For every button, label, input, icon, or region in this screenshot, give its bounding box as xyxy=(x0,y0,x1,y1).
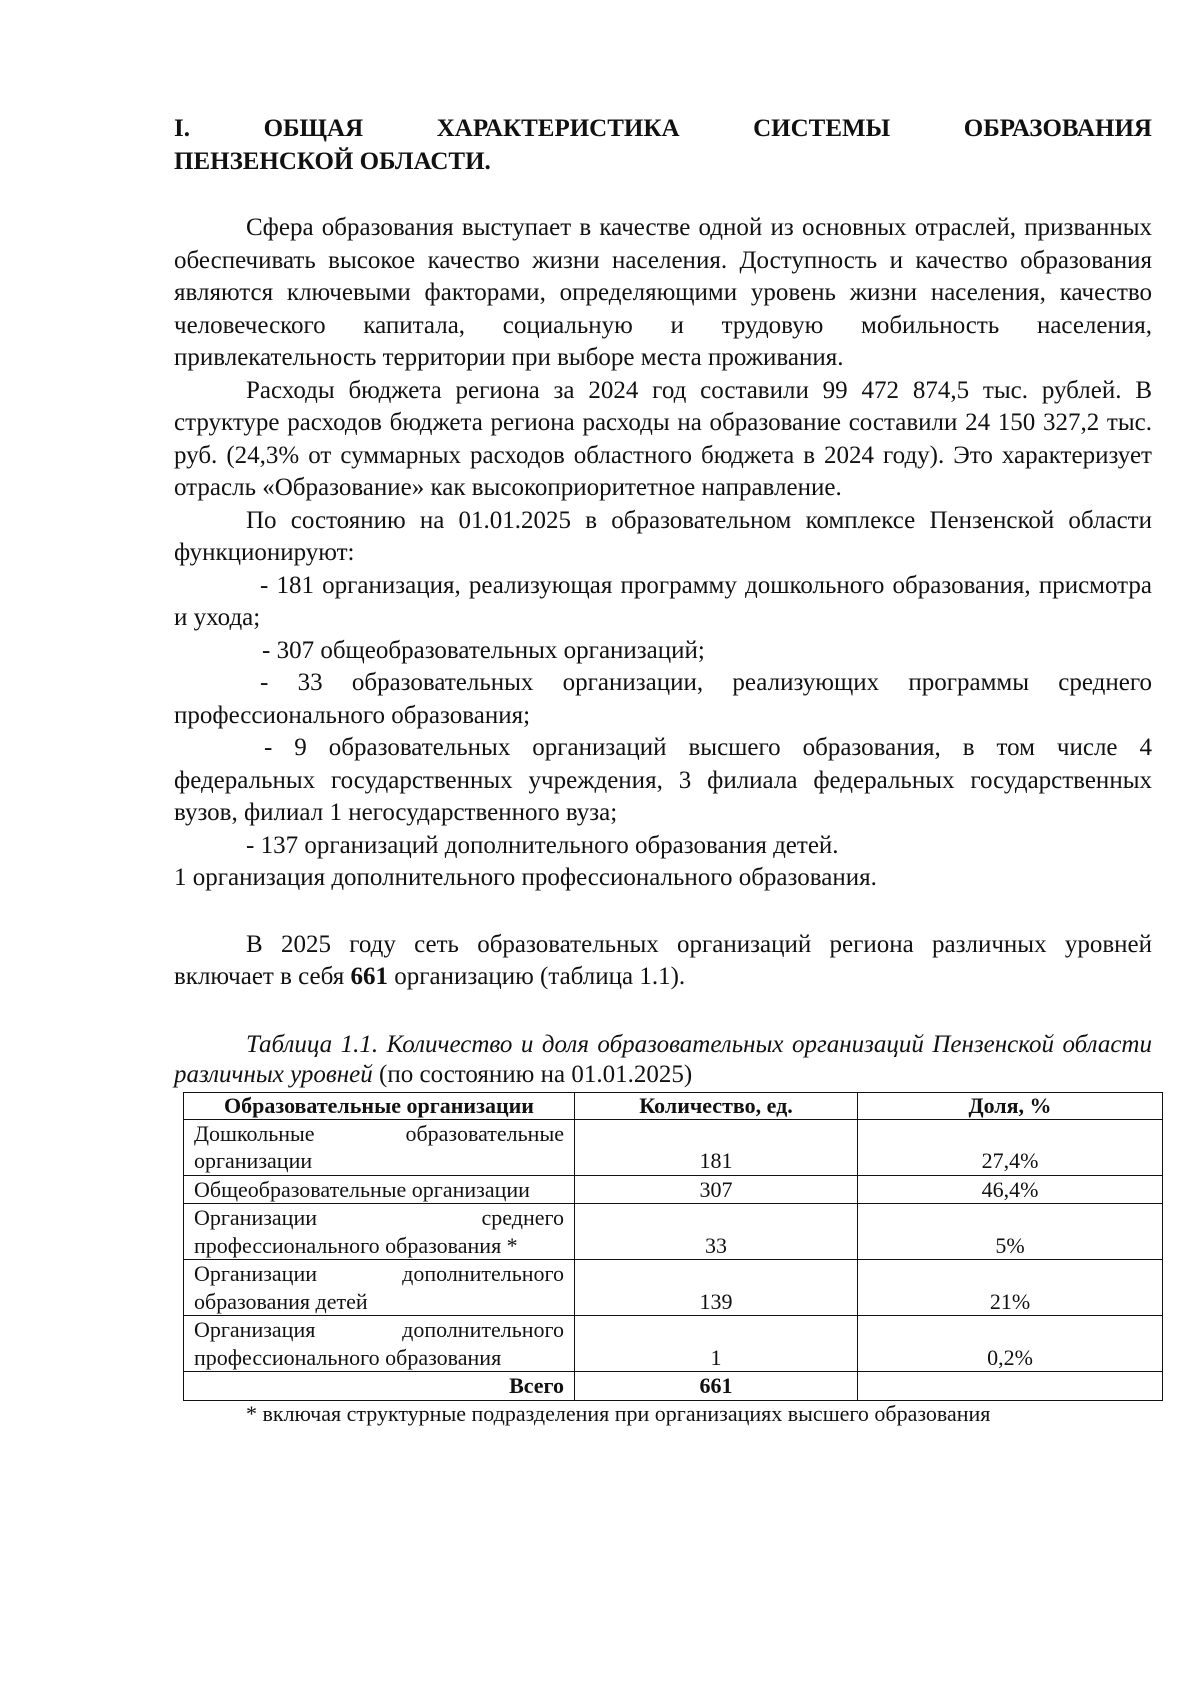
summary-total-number: 661 xyxy=(350,963,388,990)
table-caption xyxy=(174,1030,1152,1090)
row-share: 5% xyxy=(858,1204,1163,1260)
list-item-preschool: - 181 организация, реализующая программу дошкольного образования, присмотра и ухода; xyxy=(174,571,1152,631)
organizations-table xyxy=(183,1092,1163,1401)
list-item-vocational: - 33 образовательных организации, реализующих программы среднего профессионального образования; xyxy=(174,669,1152,729)
list-item-additional-professional: 1 организация дополнительного профессионального образования. xyxy=(174,864,877,891)
row-name: Организация дополнительного профессионального образования xyxy=(184,1316,575,1372)
section-heading xyxy=(174,112,1152,178)
header-organizations: Образовательные организации xyxy=(184,1092,575,1119)
table-row xyxy=(184,1119,1163,1175)
paragraph-network-summary xyxy=(174,929,1152,994)
row-share: 0,2% xyxy=(858,1316,1163,1372)
paragraph-education-sphere: Сфера образования выступает в качестве одной из основных отраслей, призванных обеспечивать высокое качество жизни населения. Доступность и качество образования являются ключевыми факторами, определяющими уровень жизни населения, качество человеческого капитала, социальную и трудовую мобильность населения, привлекательность территории при выборе места проживания. xyxy=(174,214,1152,371)
total-label: Всего xyxy=(184,1372,575,1401)
paragraph-status: По состоянию на 01.01.2025 в образовательном комплексе Пензенской области функционируют: xyxy=(174,506,1152,566)
table-row xyxy=(184,1175,1163,1204)
row-name: Общеобразовательные организации xyxy=(184,1175,575,1204)
document-page xyxy=(174,112,1152,1427)
total-share xyxy=(858,1372,1163,1401)
table-caption-title: Таблица 1.1. Количество и доля образовательных организаций Пензенской области различных уровней xyxy=(174,1030,1152,1088)
table-header-row xyxy=(184,1092,1163,1119)
row-count: 139 xyxy=(575,1260,858,1316)
table-row xyxy=(184,1316,1163,1372)
row-count: 1 xyxy=(575,1316,858,1372)
table-footnote: * включая структурные подразделения при организациях высшего образования xyxy=(246,1400,991,1426)
table-row xyxy=(184,1204,1163,1260)
heading-line-2: ПЕНЗЕНСКОЙ ОБЛАСТИ. xyxy=(174,148,491,175)
header-count: Количество, ед. xyxy=(575,1092,858,1119)
row-count: 307 xyxy=(575,1175,858,1204)
row-share: 27,4% xyxy=(858,1119,1163,1175)
row-name: Дошкольные образовательные организации xyxy=(184,1119,575,1175)
row-name: Организации среднего профессионального образования * xyxy=(184,1204,575,1260)
table-row xyxy=(184,1260,1163,1316)
table-caption-date: (по состоянию на 01.01.2025) xyxy=(372,1060,693,1088)
total-count: 661 xyxy=(575,1372,858,1401)
row-share: 21% xyxy=(858,1260,1163,1316)
summary-text-before: В 2025 году сеть образовательных организаций региона различных уровней включает в себя xyxy=(174,930,1152,990)
list-item-higher: - 9 образовательных организаций высшего образования, в том числе 4 федеральных государственных учреждения, 3 филиала федеральных государственных вузов, филиал 1 негосударственного вуза; xyxy=(174,734,1152,826)
row-count: 181 xyxy=(575,1119,858,1175)
header-share: Доля, % xyxy=(858,1092,1163,1119)
list-item-additional-children: - 137 организаций дополнительного образования детей. xyxy=(246,831,839,859)
summary-text-after: организацию (таблица 1.1). xyxy=(388,963,686,990)
table-total-row xyxy=(184,1372,1163,1401)
row-count: 33 xyxy=(575,1204,858,1260)
row-share: 46,4% xyxy=(858,1175,1163,1204)
heading-line-1: I. ОБЩАЯ ХАРАКТЕРИСТИКА СИСТЕМЫ ОБРАЗОВАНИЯ xyxy=(174,115,1152,142)
paragraph-budget: Расходы бюджета региона за 2024 год составили 99 472 874,5 тыс. рублей. В структуре расходов бюджета региона расходы на образование составили 24 150 327,2 тыс. руб. (24,3% от суммарных расходов областного бюджета в 2024 году). Это характеризует отрасль «Образование» как высокоприоритетное направление. xyxy=(174,376,1152,501)
list-item-general: - 307 общеобразовательных организаций; xyxy=(262,636,705,664)
row-name: Организации дополнительного образования детей xyxy=(184,1260,575,1316)
